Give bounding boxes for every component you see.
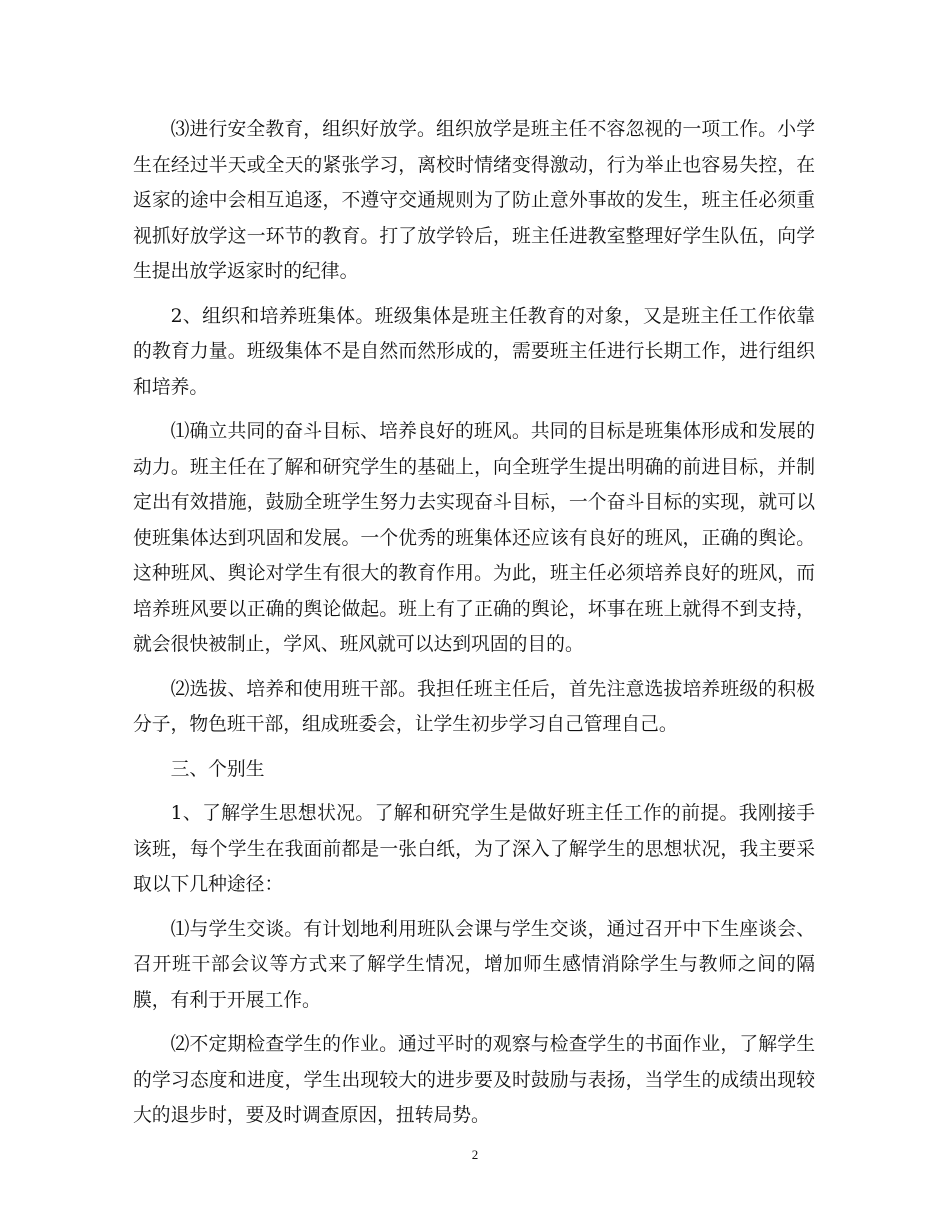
paragraph-talk-with-students: ⑴与学生交谈。有计划地利用班队会课与学生交谈，通过召开中下生座谈会、召开班干部会议等方式来了解学生情况，增加师生感情消除学生与教师之间的隔膜，有利于开展工作。 [133, 918, 815, 1011]
paragraph-understand-students: 1、了解学生思想状况。了解和研究学生是做好班主任工作的前提。我刚接手该班，每个学生在我面前都是一张白纸，为了深入了解学生的思想状况，我主要采取以下几种途径： [133, 803, 815, 895]
paragraph-safety-education: ⑶进行安全教育，组织好放学。组织放学是班主任不容忽视的一项工作。小学生在经过半天或全天的紧张学习，离校时情绪变得激动，行为举止也容易失控，在返家的途中会相互追逐，不遵守交通规则为了防止意外事故的发生，班主任必须重视抓好放学这一环节的教育。打了放学铃后，班主任进教室整理好学生队伍，向学生提出放学返家时的纪律。 [133, 119, 815, 282]
paragraph-class-collective: 2、组织和培养班集体。班级集体是班主任教育的对象，又是班主任工作依靠的教育力量。班级集体不是自然而然形成的，需要班主任进行长期工作，进行组织和培养。 [133, 305, 815, 398]
paragraph-check-homework: ⑵不定期检查学生的作业。通过平时的观察与检查学生的书面作业，了解学生的学习态度和进度，学生出现较大的进步要及时鼓励与表扬，当学生的成绩出现较大的退步时，要及时调查原因，扭转局势。 [133, 1034, 815, 1126]
page-number: 2 [471, 1147, 479, 1162]
paragraph-class-cadres: ⑵选拔、培养和使用班干部。我担任班主任后，首先注意选拔培养班级的积极分子，物色班干部，组成班委会，让学生初步学习自己管理自己。 [133, 678, 815, 735]
section-heading-individual: 三、个别生 [170, 758, 265, 780]
paragraph-common-goal: ⑴确立共同的奋斗目标、培养良好的班风。共同的目标是班集体形成和发展的动力。班主任在了解和研究学生的基础上，向全班学生提出明确的前进目标，并制定出有效措施，鼓励全班学生努力去实现奋斗目标，一个奋斗目标的实现，就可以使班集体达到巩固和发展。一个优秀的班集体还应该有良好的班风，正确的舆论。这种班风、舆论对学生有很大的教育作用。为此，班主任必须培养良好的班风，而培养班风要以正确的舆论做起。班上有了正确的舆论，坏事在班上就得不到支持，就会很快被制止，学风、班风就可以达到巩固的目的。 [133, 421, 815, 655]
body-text [133, 112, 815, 1143]
